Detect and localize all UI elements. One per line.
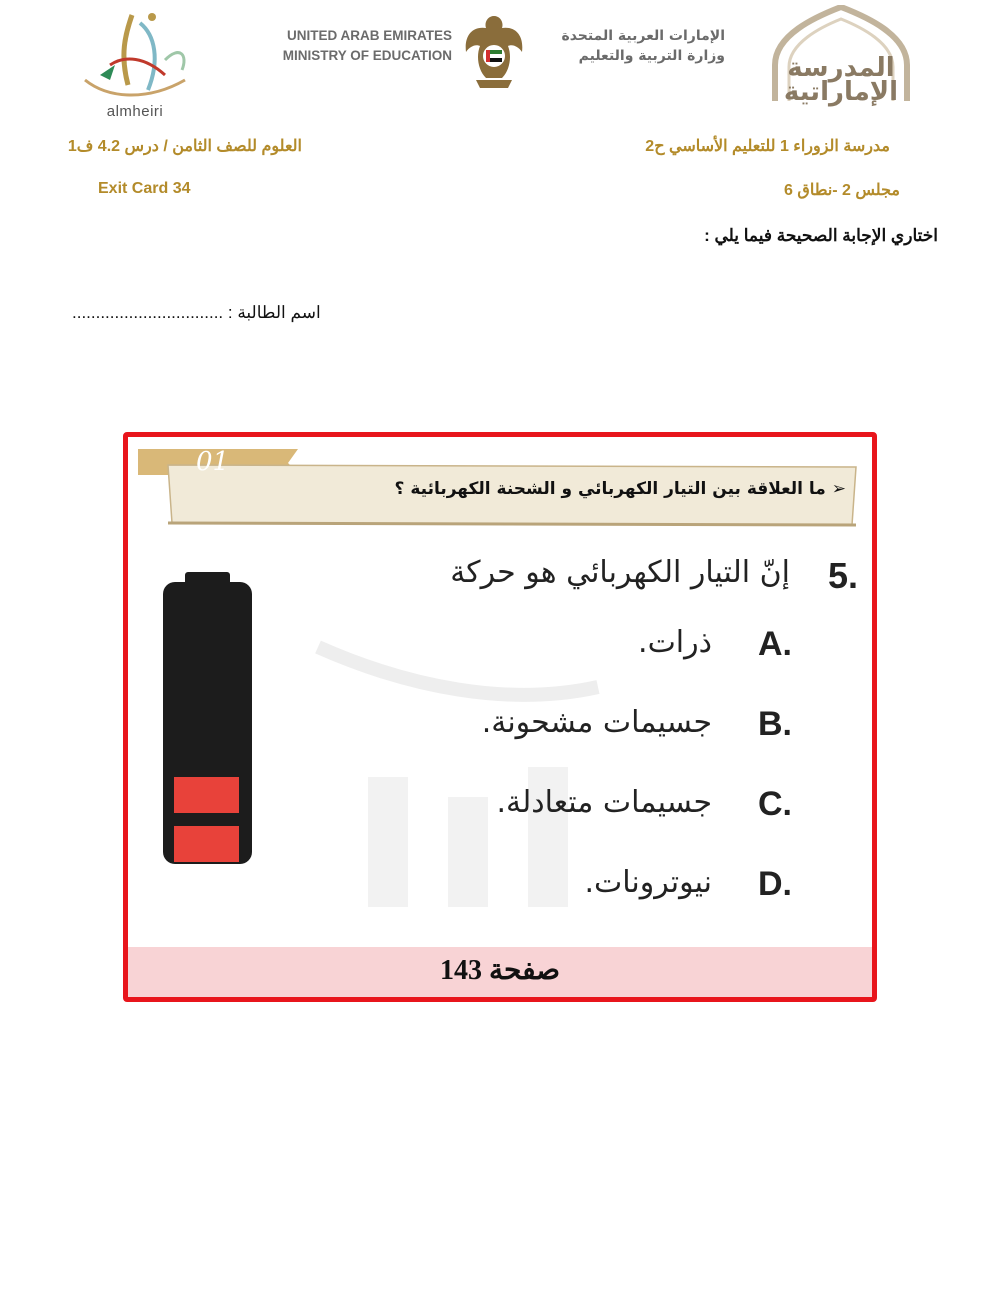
exit-card-number: Exit Card 34 bbox=[98, 180, 191, 197]
question-number: 5. bbox=[827, 555, 858, 596]
option-c-letter[interactable]: C. bbox=[758, 785, 792, 823]
school-name: مدرسة الزوراء 1 للتعليم الأساسي ح2 bbox=[645, 138, 890, 155]
battery-low-icon bbox=[160, 572, 255, 867]
banner-number: 01 bbox=[196, 447, 230, 477]
instruction-text: اختاري الإجابة الصحيحة فيما يلي : bbox=[704, 226, 938, 245]
option-a-letter[interactable]: A. bbox=[758, 625, 792, 663]
almheiri-logo-mark bbox=[70, 5, 200, 105]
option-a-text[interactable]: ذرات. bbox=[638, 625, 712, 660]
option-b-text[interactable]: جسيمات مشحونة. bbox=[481, 705, 712, 740]
page-number-label: صفحة 143 bbox=[439, 955, 561, 986]
ministry-en-line-1: UNITED ARAB EMIRATES bbox=[287, 28, 452, 43]
almheiri-brand-text: almheiri bbox=[106, 103, 164, 120]
emirati-school-logo bbox=[755, 5, 927, 105]
battery-charge-segment bbox=[174, 826, 239, 862]
council-zone: مجلس 2 -نطاق 6 bbox=[784, 182, 900, 199]
ministry-ar-line-2: وزارة التربية والتعليم bbox=[578, 48, 725, 64]
option-d-letter[interactable]: D. bbox=[758, 865, 792, 903]
school-logo-line-2: الإماراتية bbox=[783, 77, 899, 107]
option-c-text[interactable]: جسيمات متعادلة. bbox=[496, 785, 712, 820]
ministry-name-english bbox=[262, 26, 452, 66]
banner-question bbox=[395, 479, 846, 499]
student-name-field[interactable]: ................................ : اسم الطالبة bbox=[72, 303, 321, 322]
school-logo-line-1: المدرسة bbox=[787, 53, 895, 83]
option-d-text[interactable]: نيوترونات. bbox=[584, 865, 712, 900]
ministry-en-line-2: MINISTRY OF EDUCATION bbox=[282, 48, 452, 63]
question-card bbox=[123, 432, 877, 1002]
question-text: إنّ التيار الكهربائي هو حركة bbox=[450, 555, 790, 590]
banner-question-text: ما العلاقة بين التيار الكهربائي و الشحنة الكهربائية ؟ bbox=[394, 479, 826, 499]
watermark-graphic bbox=[308, 627, 608, 927]
option-b-letter[interactable]: B. bbox=[758, 705, 792, 743]
uae-emblem-icon bbox=[462, 12, 526, 90]
ministry-ar-line-1: الإمارات العربية المتحدة bbox=[561, 28, 725, 44]
almheiri-logo bbox=[70, 5, 200, 120]
battery-charge-segment bbox=[174, 777, 239, 813]
subject-lesson: العلوم للصف الثامن / درس 4.2 ف1 bbox=[67, 138, 302, 155]
ministry-name-arabic bbox=[535, 26, 725, 66]
page-number-bar bbox=[128, 947, 872, 997]
chevron-left-icon: ➢ bbox=[831, 479, 846, 499]
